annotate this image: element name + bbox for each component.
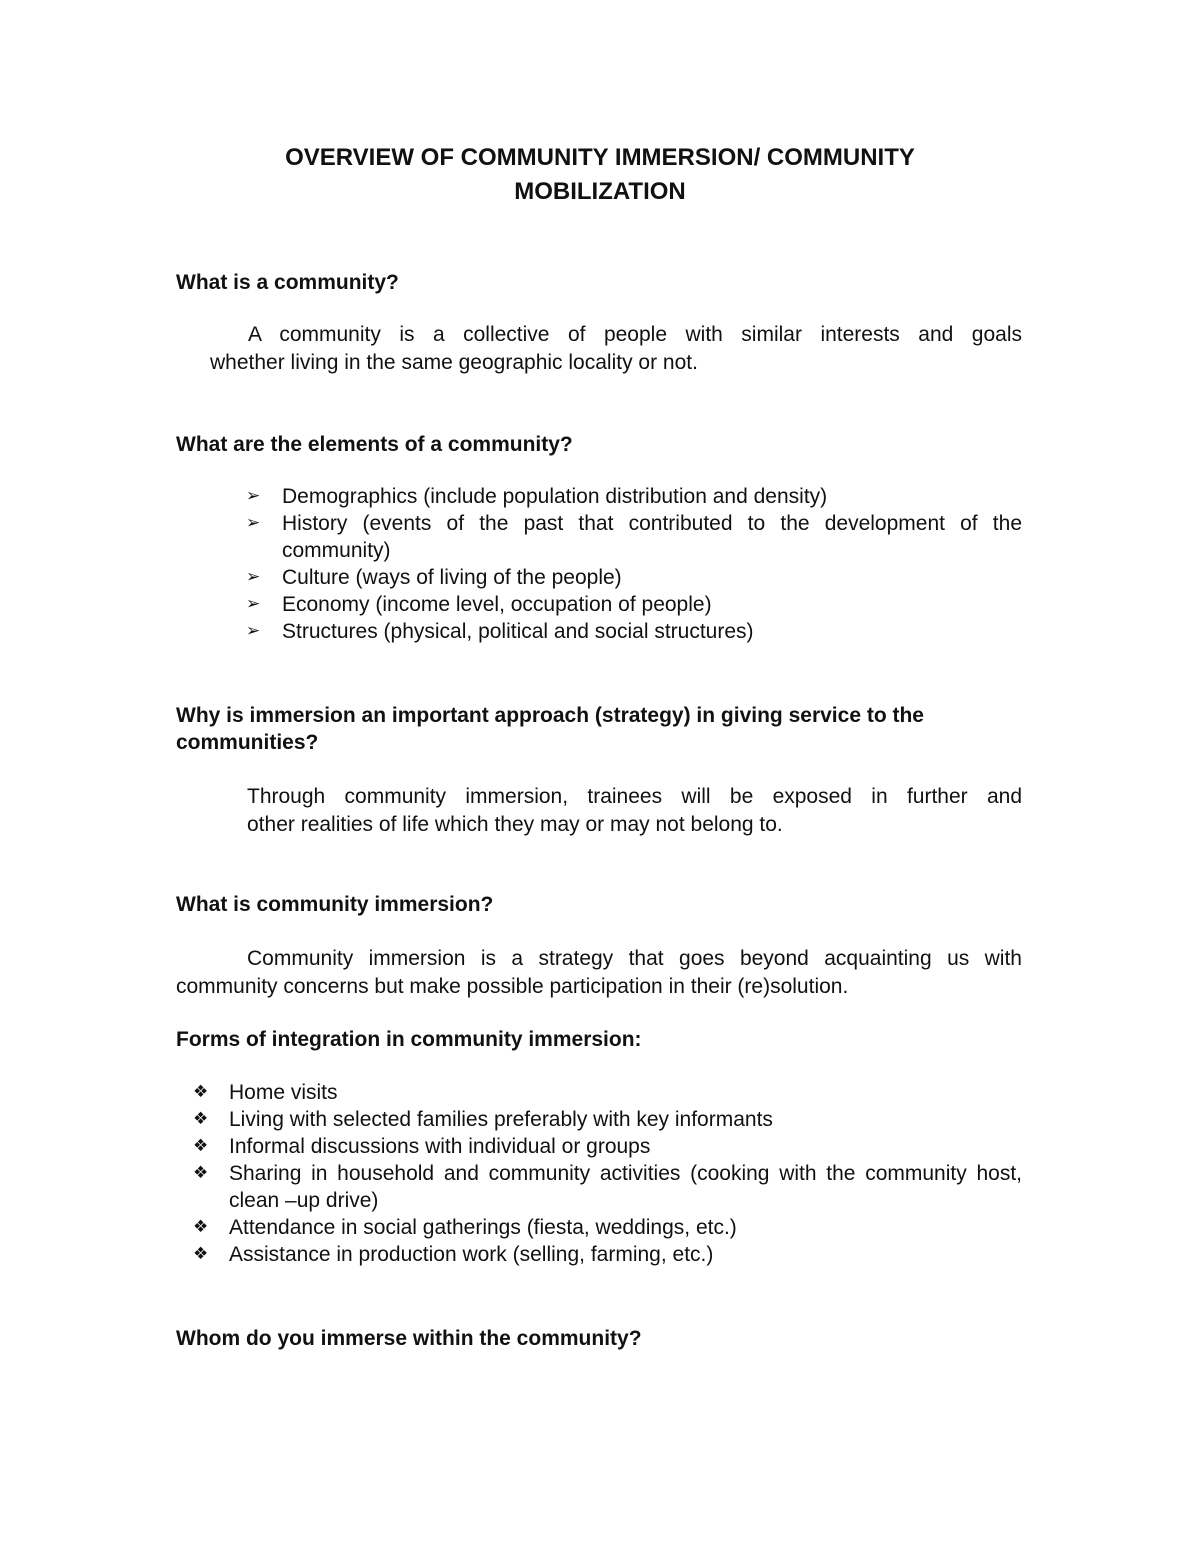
list-item-text: Assistance in production work (selling, farming, etc.) (229, 1243, 714, 1266)
paragraph-community-immersion (176, 945, 1022, 1001)
diamond-bullet-icon: ❖ (193, 1244, 209, 1264)
heading-whom-to-immerse: Whom do you immerse within the community? (176, 1327, 642, 1350)
list-item-text: Home visits (229, 1081, 338, 1104)
arrow-bullet-icon: ➢ (246, 486, 261, 506)
heading-forms-of-integration: Forms of integration in community immersion: (176, 1028, 642, 1051)
list-item-text: Structures (physical, political and social structures) (282, 620, 754, 643)
list-item (246, 510, 1022, 564)
title-line-1: OVERVIEW OF COMMUNITY IMMERSION/ COMMUNITY (285, 144, 915, 171)
heading-what-is-community: What is a community? (176, 271, 399, 294)
paragraph-why-immersion (247, 783, 1022, 839)
heading-elements-of-community: What are the elements of a community? (176, 433, 573, 456)
forms-list (193, 1079, 1022, 1268)
title-line-2: MOBILIZATION (514, 178, 686, 205)
diamond-bullet-icon: ❖ (193, 1163, 209, 1183)
list-item-text: Culture (ways of living of the people) (282, 566, 622, 589)
paragraph-line: Through community immersion, trainees will be exposed in further and (247, 785, 1022, 808)
paragraph-line: Community immersion is a strategy that goes beyond acquainting us with (247, 947, 1022, 970)
list-item-text: Informal discussions with individual or groups (229, 1135, 651, 1158)
arrow-bullet-icon: ➢ (246, 594, 261, 614)
list-item-text: Living with selected families preferably with key informants (229, 1108, 773, 1131)
list-item-text: Attendance in social gatherings (fiesta, weddings, etc.) (229, 1216, 737, 1239)
list-item (193, 1106, 1022, 1133)
diamond-bullet-icon: ❖ (193, 1082, 209, 1102)
paragraph-line: community concerns but make possible participation in their (re)solution. (176, 975, 849, 998)
heading-why-immersion: Why is immersion an important approach (strategy) in giving service to the communities? (176, 704, 924, 754)
page-title (150, 141, 1050, 209)
paragraph-line: A community is a collective of people with similar interests and goals (248, 323, 1022, 346)
diamond-bullet-icon: ❖ (193, 1136, 209, 1156)
list-item-text: Economy (income level, occupation of people) (282, 593, 712, 616)
list-item-text: History (events of the past that contributed to the development of the community) (282, 512, 1022, 562)
list-item (246, 618, 1022, 645)
elements-list (246, 483, 1022, 645)
list-item (193, 1079, 1022, 1106)
list-item (193, 1241, 1022, 1268)
list-item (246, 564, 1022, 591)
paragraph-line: other realities of life which they may or may not belong to. (247, 813, 783, 836)
arrow-bullet-icon: ➢ (246, 621, 261, 641)
list-item-text: Sharing in household and community activities (cooking with the community host, clean –up drive) (229, 1162, 1022, 1212)
list-item-text: Demographics (include population distribution and density) (282, 485, 828, 508)
list-item (246, 591, 1022, 618)
list-item (193, 1133, 1022, 1160)
arrow-bullet-icon: ➢ (246, 513, 261, 533)
diamond-bullet-icon: ❖ (193, 1217, 209, 1237)
list-item (193, 1160, 1022, 1214)
arrow-bullet-icon: ➢ (246, 567, 261, 587)
list-item (246, 483, 1022, 510)
paragraph-line: whether living in the same geographic locality or not. (210, 351, 698, 374)
paragraph-community-definition (210, 321, 1022, 377)
diamond-bullet-icon: ❖ (193, 1109, 209, 1129)
list-item (193, 1214, 1022, 1241)
heading-what-is-community-immersion: What is community immersion? (176, 893, 494, 916)
